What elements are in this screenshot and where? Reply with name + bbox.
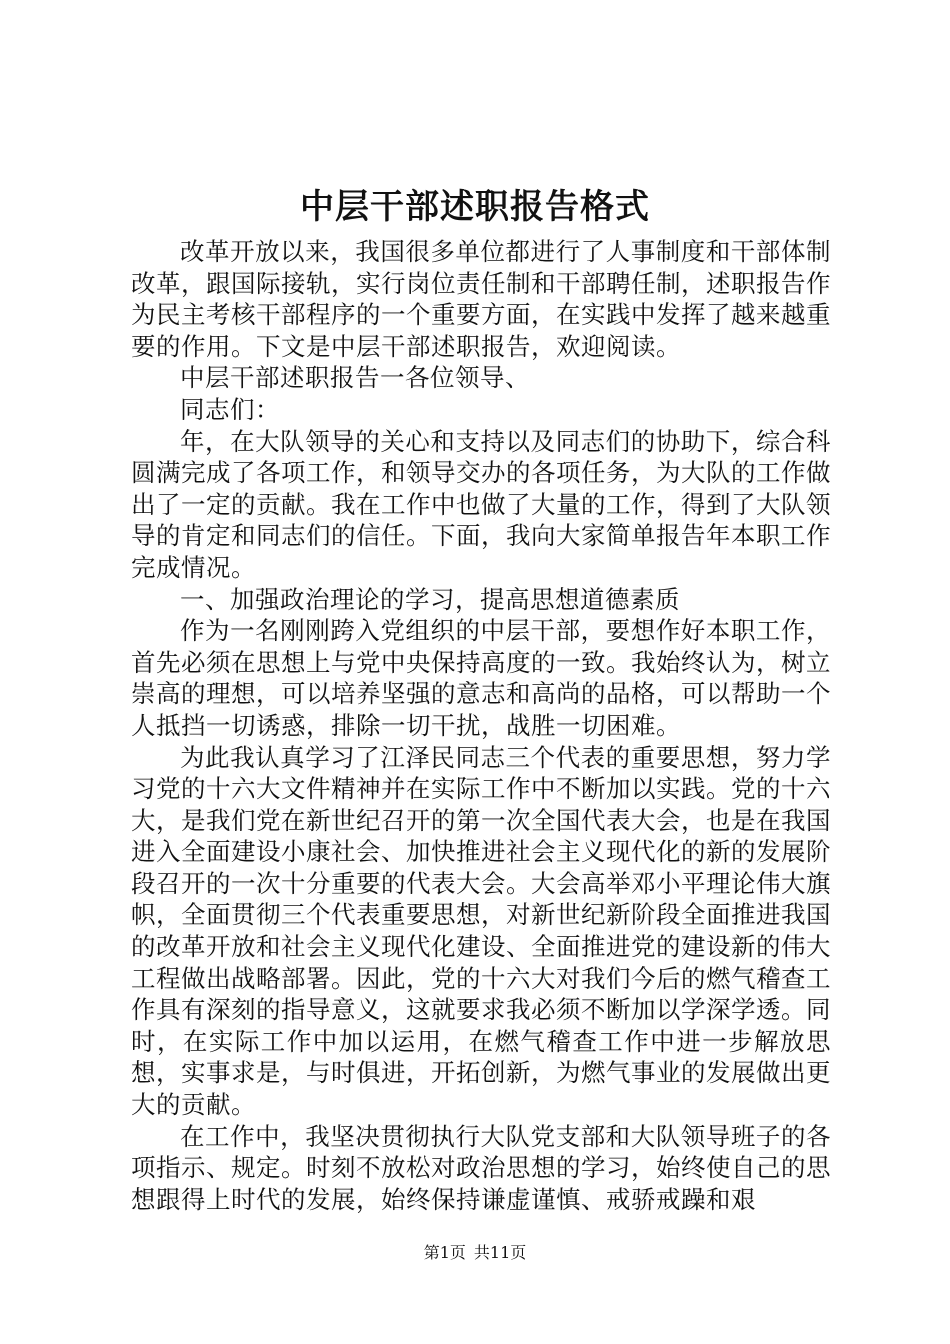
paragraph-salutation: 同志们： (180, 394, 280, 424)
page-footer (0, 1242, 950, 1264)
page-number: 第1页 (423, 1243, 466, 1262)
paragraph-summary: 年，在大队领导的关心和支持以及同志们的协助下，综合科圆满完成了各项工作，和领导交办的各项任务，为大队的工作做出了一定的贡献。我在工作中也做了大量的工作，得到了大队领导的肯定和同志们的信任。下面，我向大家简单报告年本职工作完成情况。 (131, 426, 831, 582)
paragraph-heading-line: 中层干部述职报告一各位领导、 (180, 363, 530, 393)
document-title: 中层干部述职报告格式 (300, 187, 650, 227)
paragraph-intro: 改革开放以来，我国很多单位都进行了人事制度和干部体制改革，跟国际接轨，实行岗位责任制和干部聘任制，述职报告作为民主考核干部程序的一个重要方面，在实践中发挥了越来越重要的作用。下文是中层干部述职报告，欢迎阅读。 (131, 237, 831, 361)
section-heading-1: 一、加强政治理论的学习，提高思想道德素质 (180, 584, 680, 614)
paragraph-work: 在工作中，我坚决贯彻执行大队党支部和大队领导班子的各项指示、规定。时刻不放松对政治思想的学习，始终使自己的思想跟得上时代的发展，始终保持谦虚谨慎、戒骄戒躁和艰 (131, 1121, 831, 1214)
page-total: 共11页 (473, 1243, 527, 1262)
paragraph-study: 为此我认真学习了江泽民同志三个代表的重要思想，努力学习党的十六大文件精神并在实际工作中不断加以实践。党的十六大，是我们党在新世纪召开的第一次全国代表大会，也是在我国进入全面建设小康社会、加快推进社会主义现代化的新的发展阶段召开的一次十分重要的代表大会。大会高举邓小平理论伟大旗帜，全面贯彻三个代表重要思想，对新世纪新阶段全面推进我国的改革开放和社会主义现代化建设、全面推进党的建设新的伟大工程做出战略部署。因此，党的十六大对我们今后的燃气稽查工作具有深刻的指导意义，这就要求我必须不断加以学深学透。同时，在实际工作中加以运用，在燃气稽查工作中进一步解放思想，实事求是，与时俱进，开拓创新，为燃气事业的发展做出更大的贡献。 (131, 742, 831, 1120)
document-body (131, 236, 831, 1215)
paragraph-ideology: 作为一名刚刚跨入党组织的中层干部，要想作好本职工作，首先必须在思想上与党中央保持高度的一致。我始终认为，树立崇高的理想，可以培养坚强的意志和高尚的品格，可以帮助一个人抵挡一切诱惑，排除一切干扰，战胜一切困难。 (131, 616, 831, 740)
